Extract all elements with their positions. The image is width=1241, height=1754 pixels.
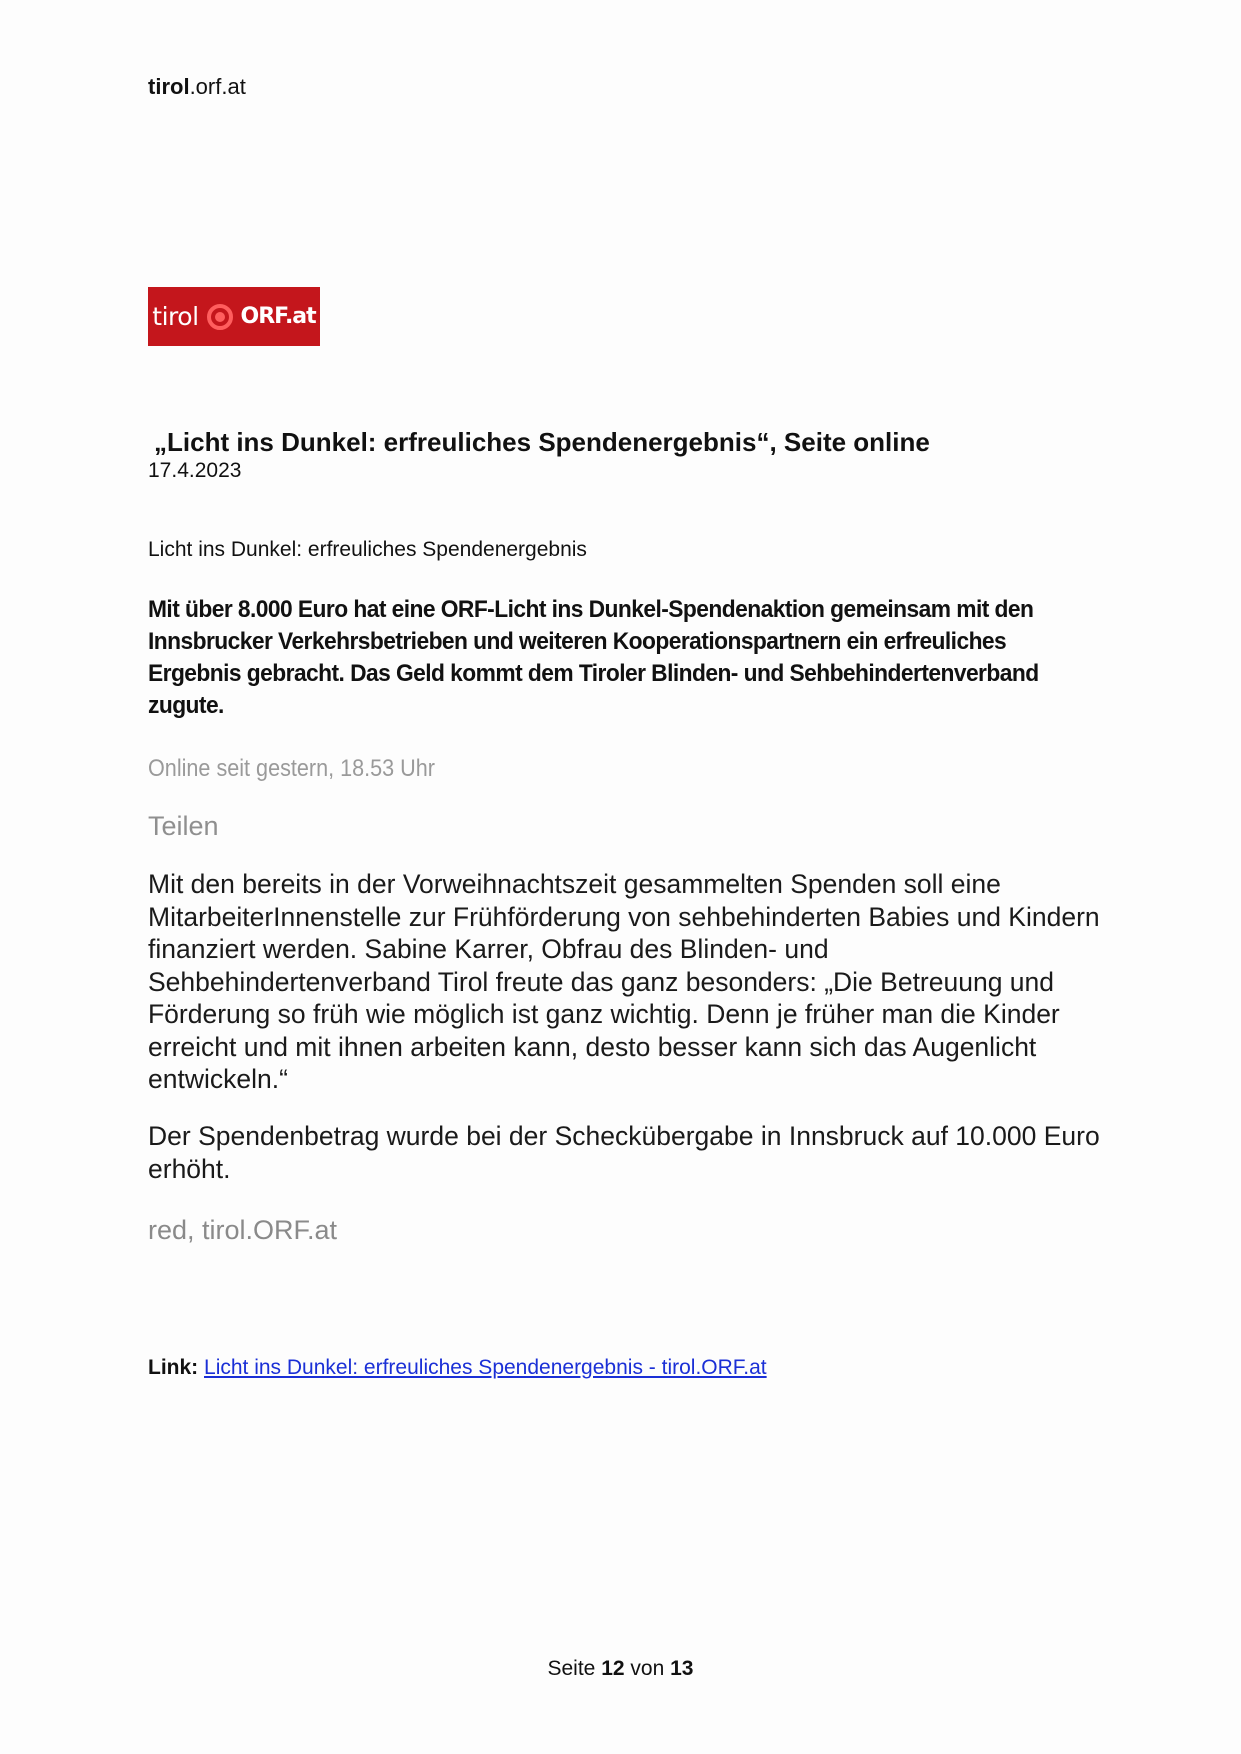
tirol-orf-logo [148,287,320,346]
article-lead: Mit über 8.000 Euro hat eine ORF-Licht ins Dunkel-Spendenaktion gemeinsam mit den Innsbrucker Verkehrsbetrieben und weiteren Kooperationspartnern ein erfreuliches Ergebnis gebracht. Das Geld kommt dem Tiroler Blinden- und Sehbehindertenverband zugute. [148,596,1039,719]
article-paragraph: Mit den bereits in der Vorweihnachtszeit gesammelten Spenden soll eine MitarbeiterInnenstelle zur Frühförderung von sehbehinderten Babies und Kindern finanziert werden. Sabine Karrer, Obfrau des Blinden- und Sehbehindertenverband Tirol freute das ganz besonders: „Die Betreuung und Förderung so früh wie möglich ist ganz wichtig. Denn je früher man die Kinder erreicht und mit ihnen arbeiten kann, desto besser kann sich das Augenlicht entwickeln.“ [148,869,1100,1094]
footer-total-pages: 13 [670,1657,694,1680]
page-footer [0,1657,1241,1681]
footer-current-page: 12 [601,1657,625,1680]
article-author: red, tirol.ORF.at [148,1215,338,1245]
site-header-bold: tirol [148,74,190,99]
site-header [148,74,246,100]
share-button[interactable]: Teilen [148,811,219,841]
link-label: Link: [148,1356,199,1379]
article-paragraph: Der Spendenbetrag wurde bei der Scheckübergabe in Innsbruck auf 10.000 Euro erhöht. [148,1121,1100,1184]
footer-prefix: Seite [547,1657,596,1680]
site-header-rest: .orf.at [189,74,246,99]
logo-left-text: tirol [152,302,199,331]
online-since: Online seit gestern, 18.53 Uhr [148,755,435,782]
source-link-row [148,1356,767,1380]
article-subtitle: Licht ins Dunkel: erfreuliches Spendenergebnis [148,538,587,561]
article-title: „Licht ins Dunkel: erfreuliches Spendenergebnis“, Seite online [154,427,930,457]
article-date: 17.4.2023 [148,459,242,482]
orf-eye-icon [207,304,233,330]
footer-middle: von [630,1657,665,1680]
source-link[interactable]: Licht ins Dunkel: erfreuliches Spendenergebnis - tirol.ORF.at [204,1356,767,1379]
logo-right-text: ORF.at [240,304,316,329]
